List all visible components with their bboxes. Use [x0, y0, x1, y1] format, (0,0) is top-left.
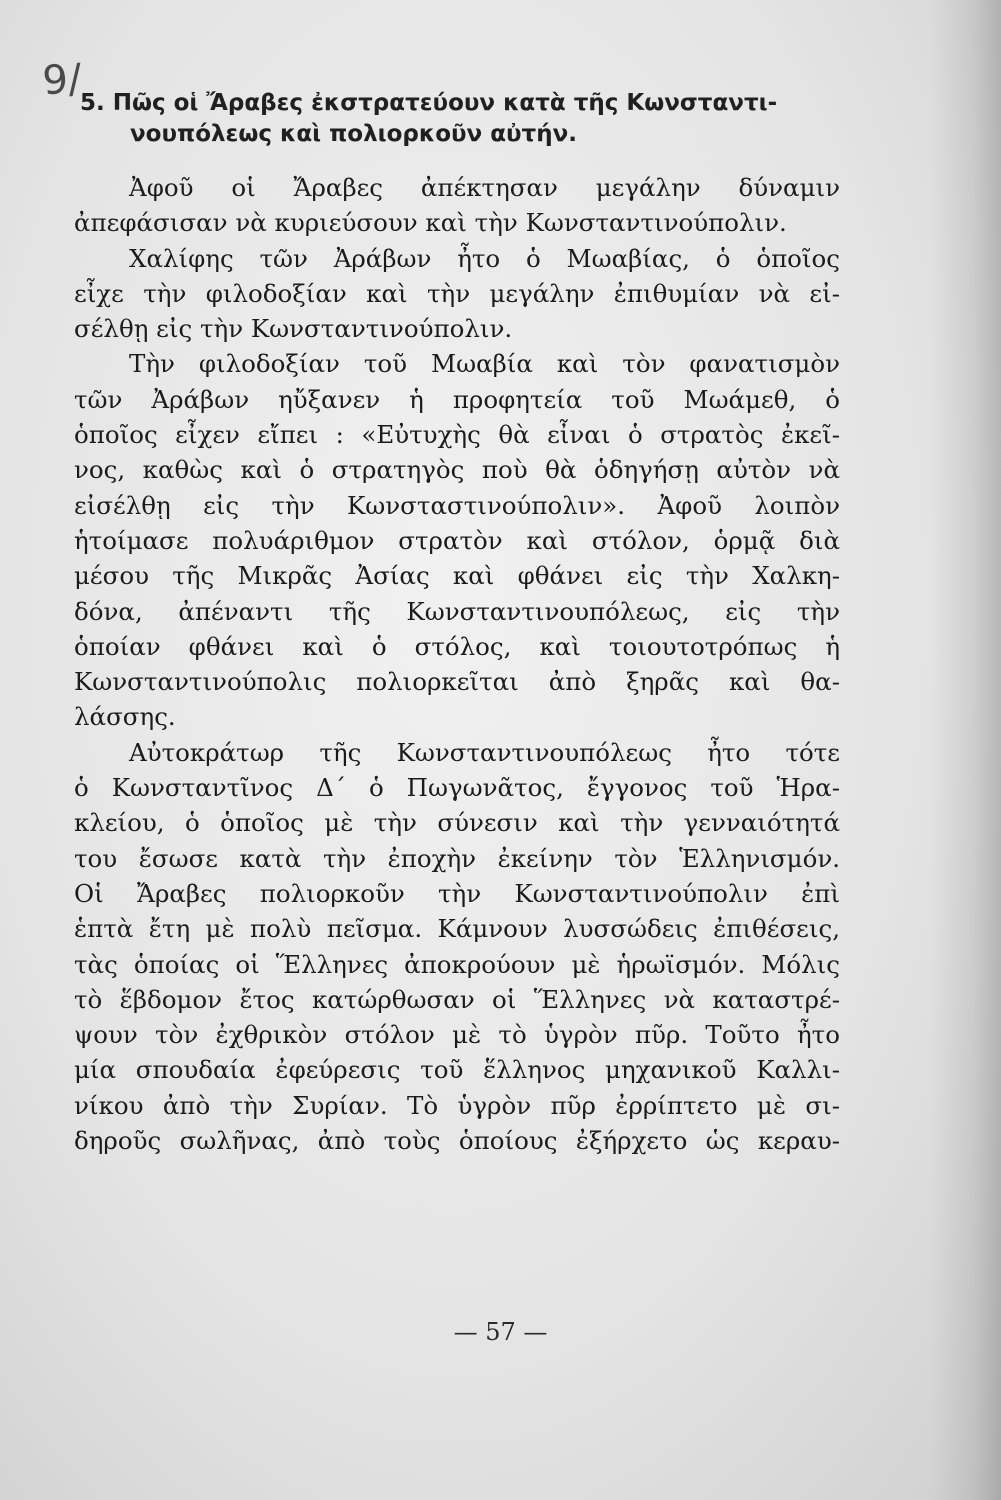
text-line: Οἱ Ἄραβες πολιορκοῦν τὴν Κωνσταντινούπολιν ἐπὶ: [74, 878, 840, 908]
page-number: — 57 —: [453, 1318, 548, 1346]
text-line: ὁποίαν φθάνει καὶ ὁ στόλος, καὶ τοιουτοτρόπως ἡ: [74, 631, 840, 661]
body-text: [74, 170, 840, 1158]
text-line: Χαλίφης τῶν Ἀράβων ἦτο ὁ Μωαβίας, ὁ ὁποῖος: [129, 243, 840, 273]
text-line: εἰσέλθῃ εἰς τὴν Κωνσταστινούπολιν». Ἀφοῦ λοιπὸν: [74, 490, 840, 520]
text-line: Κωνσταντινούπολις πολιορκεῖται ἀπὸ ξηρᾶς καὶ θα-: [74, 667, 840, 697]
text-line: σέλθῃ εἰς τὴν Κωνσταντινούπολιν.: [74, 314, 513, 344]
text-line: του ἔσωσε κατὰ τὴν ἐποχὴν ἐκείνην τὸν Ἑλληνισμόν.: [74, 843, 840, 873]
text-line: δηροῦς σωλῆνας, ἀπὸ τοὺς ὁποίους ἐξήρχετο ὡς κεραυ-: [74, 1126, 840, 1156]
text-line: νίκου ἀπὸ τὴν Συρίαν. Τὸ ὑγρὸν πῦρ ἐρρίπτετο μὲ σι-: [74, 1090, 840, 1120]
paragraph: [74, 241, 840, 347]
paragraph: [74, 735, 840, 1159]
text-line: ἀπεφάσισαν νὰ κυριεύσουν καὶ τὴν Κωνσταντινούπολιν.: [74, 208, 787, 238]
text-line: Αὐτοκράτωρ τῆς Κωνσταντινουπόλεως ἦτο τότε: [129, 737, 840, 767]
text-line: ἑπτὰ ἔτη μὲ πολὺ πεῖσμα. Κάμνουν λυσσώδεις ἐπιθέσεις,: [74, 914, 840, 944]
text-line: μία σπουδαία ἐφεύρεσις τοῦ ἕλληνος μηχανικοῦ Καλλι-: [74, 1055, 840, 1085]
text-line: μέσου τῆς Μικρᾶς Ἀσίας καὶ φθάνει εἰς τὴν Χαλκη-: [74, 561, 840, 591]
text-line: λάσσης.: [74, 702, 176, 732]
page-edge-shadow: [931, 0, 1001, 1500]
section-heading: [80, 88, 840, 150]
text-line: δόνα, ἀπέναντι τῆς Κωνσταντινουπόλεως, εἰς τὴν: [74, 596, 840, 626]
text-line: τὸ ἕβδομον ἔτος κατώρθωσαν οἱ Ἕλληνες νὰ καταστρέ-: [74, 984, 840, 1014]
text-line: τὰς ὁποίας οἱ Ἕλληνες ἀποκρούουν μὲ ἡρωϊσμόν. Μόλις: [74, 949, 840, 979]
text-line: τῶν Ἀράβων ηὔξανεν ἡ προφητεία τοῦ Μωάμεθ, ὁ: [74, 384, 840, 414]
text-line: κλείου, ὁ ὁποῖος μὲ τὴν σύνεσιν καὶ τὴν γενναιότητά: [74, 808, 840, 838]
text-line: Τὴν φιλοδοξίαν τοῦ Μωαβία καὶ τὸν φανατισμὸν: [129, 349, 840, 379]
text-line: ψουν τὸν ἐχθρικὸν στόλον μὲ τὸ ὑγρὸν πῦρ. Τοῦτο ἦτο: [74, 1020, 840, 1050]
text-line: ὁ Κωνσταντῖνος Δ΄ ὁ Πωγωνᾶτος, ἔγγονος τοῦ Ἡρα-: [74, 773, 840, 803]
text-line: εἶχε τὴν φιλοδοξίαν καὶ τὴν μεγάλην ἐπιθυμίαν νὰ εἰ-: [74, 278, 840, 308]
paragraph: [74, 170, 840, 241]
heading-line: 5. Πῶς οἱ Ἄραβες ἐκστρατεύουν κατὰ τῆς Κωνσταντι-: [80, 90, 778, 116]
text-line: ὁποῖος εἶχεν εἴπει : «Εὐτυχὴς θὰ εἶναι ὁ στρατὸς ἐκεῖ-: [74, 420, 840, 450]
heading-line: νουπόλεως καὶ πολιορκοῦν αὐτήν.: [130, 121, 578, 147]
text-line: Ἀφοῦ οἱ Ἄραβες ἀπέκτησαν μεγάλην δύναμιν: [129, 173, 840, 202]
handwritten-margin-mark: 9/: [41, 55, 84, 105]
paragraph: [74, 346, 840, 734]
text-line: νος, καθὼς καὶ ὁ στρατηγὸς ποὺ θὰ ὁδηγήσῃ αὐτὸν νὰ: [74, 455, 840, 485]
text-line: ἡτοίμασε πολυάριθμον στρατὸν καὶ στόλον, ὁρμᾷ διὰ: [74, 525, 840, 555]
